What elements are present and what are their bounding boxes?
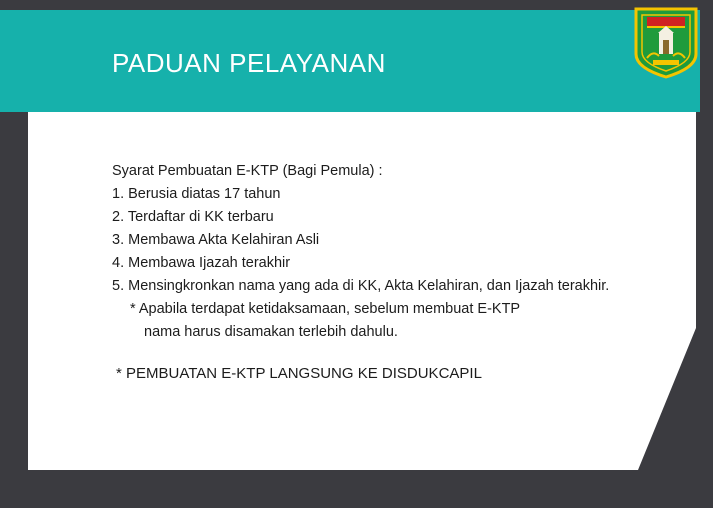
kabupaten-magelang-emblem-icon <box>633 6 699 80</box>
body-heading: Syarat Pembuatan E-KTP (Bagi Pemula) : <box>112 163 383 179</box>
slide-body <box>112 160 672 385</box>
list-item: 2. Terdaftar di KK terbaru <box>112 209 274 225</box>
list-item: 1. Berusia diatas 17 tahun <box>112 186 281 202</box>
subnote-line-2: nama harus disamakan terlebih dahulu. <box>144 324 398 340</box>
list-item: 4. Membawa Ijazah terakhir <box>112 255 291 271</box>
page-title: PADUAN PELAYANAN <box>112 48 386 78</box>
header-band-left-fill <box>0 38 120 112</box>
list-item: 5. Mensingkronkan nama yang ada di KK, Akta Kelahiran, dan Ijazah terakhir. <box>112 278 610 294</box>
subnote-line-1: * Apabila terdapat ketidaksamaan, sebelum membuat E-KTP <box>130 301 521 317</box>
footer-note: * PEMBUATAN E-KTP LANGSUNG KE DISDUKCAPIL <box>116 365 482 382</box>
body-spacer <box>112 344 672 362</box>
list-item: 3. Membawa Akta Kelahiran Asli <box>112 232 320 248</box>
